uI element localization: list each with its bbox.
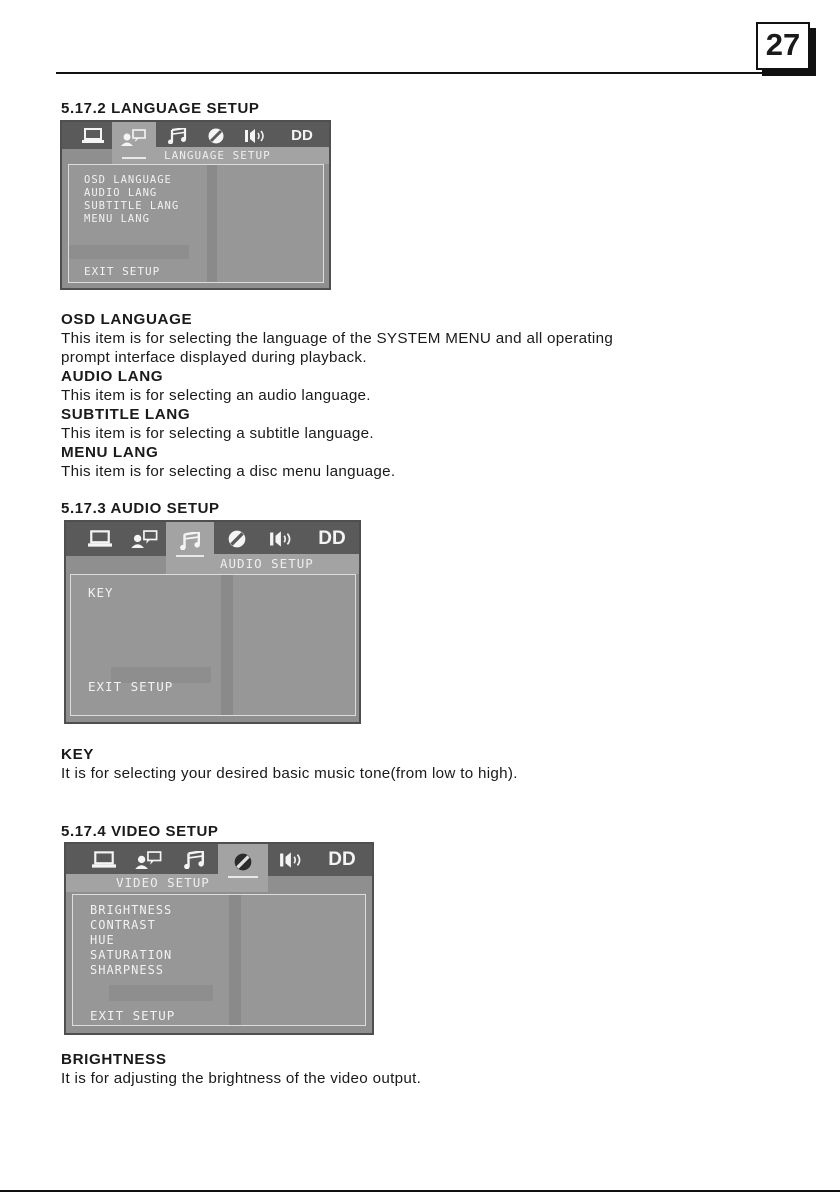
term-menu-lang: MENU LANG — [61, 444, 159, 461]
video-setup-descriptions — [61, 1050, 421, 1088]
audio-setup-icon — [174, 844, 214, 876]
menu-item-saturation: SATURATION — [90, 948, 173, 962]
desc-subtitle-lang: This item is for selecting a subtitle language. — [61, 425, 374, 442]
audio-setup-heading: 5.17.3 AUDIO SETUP — [61, 500, 220, 517]
video-setup-heading: 5.17.4 VIDEO SETUP — [61, 823, 219, 840]
menu-item-osd-language: OSD LANGUAGE — [84, 174, 172, 186]
general-setup-icon — [84, 844, 124, 876]
term-key: KEY — [61, 746, 95, 763]
audio-setup-menu-screenshot — [64, 520, 361, 724]
general-setup-icon — [72, 122, 114, 149]
language-setup-descriptions — [61, 310, 613, 481]
menu-title: VIDEO SETUP — [66, 874, 218, 892]
language-setup-heading: 5.17.2 LANGUAGE SETUP — [61, 100, 260, 117]
menu-background-bar — [109, 985, 213, 1001]
term-brightness: BRIGHTNESS — [61, 1051, 167, 1068]
menu-item-subtitle-lang: SUBTITLE LANG — [84, 200, 180, 212]
desc-brightness: It is for adjusting the brightness of the video output. — [61, 1070, 422, 1087]
language-setup-menu-screenshot — [60, 120, 331, 290]
language-setup-icon — [124, 522, 166, 556]
menu-scroll-track — [221, 575, 233, 715]
menu-item-brightness: BRIGHTNESS — [90, 903, 173, 917]
language-setup-icon — [112, 122, 156, 164]
desc-menu-lang: This item is for selecting a disc menu language. — [61, 463, 396, 480]
menu-item-hue: HUE — [90, 933, 115, 947]
header-rule — [56, 72, 770, 74]
menu-item-exit-setup: EXIT SETUP — [90, 1008, 176, 1023]
audio-setup-descriptions — [61, 745, 518, 783]
menu-item-audio-lang: AUDIO LANG — [84, 187, 158, 199]
menu-scroll-track — [207, 165, 217, 282]
speaker-setup-icon — [270, 844, 314, 876]
menu-scroll-track — [229, 895, 241, 1025]
speaker-setup-icon — [236, 122, 276, 149]
language-setup-icon — [128, 844, 170, 876]
desc-osd-language-line1: This item is for selecting the language of the SYSTEM MENU and all operating — [61, 330, 614, 347]
video-setup-icon — [218, 844, 268, 892]
menu-item-key: KEY — [88, 585, 114, 600]
audio-setup-icon — [166, 522, 214, 574]
desc-key: It is for selecting your desired basic music tone(from low to high). — [61, 765, 518, 782]
menu-title: LANGUAGE SETUP — [156, 147, 331, 164]
term-audio-lang: AUDIO LANG — [61, 368, 164, 385]
general-setup-icon — [80, 522, 120, 556]
menu-item-menu-lang: MENU LANG — [84, 213, 150, 225]
menu-item-sharpness: SHARPNESS — [90, 963, 165, 977]
dolby-digital-icon: DD — [328, 849, 356, 870]
dolby-digital-icon: DD — [318, 528, 346, 549]
page-number: 27 — [756, 22, 810, 70]
desc-audio-lang: This item is for selecting an audio language. — [61, 387, 371, 404]
desc-osd-language-line2: prompt interface displayed during playback. — [61, 349, 367, 366]
menu-title: AUDIO SETUP — [214, 554, 361, 574]
menu-background-bar — [69, 245, 189, 259]
video-setup-icon — [218, 522, 256, 556]
term-osd-language: OSD LANGUAGE — [61, 311, 193, 328]
audio-setup-icon — [158, 122, 196, 149]
term-subtitle-lang: SUBTITLE LANG — [61, 406, 191, 423]
menu-item-exit-setup: EXIT SETUP — [88, 679, 174, 694]
dolby-digital-icon: DD — [291, 127, 313, 144]
video-setup-icon — [198, 122, 234, 149]
speaker-setup-icon — [260, 522, 304, 556]
video-setup-menu-screenshot — [64, 842, 374, 1035]
menu-item-contrast: CONTRAST — [90, 918, 156, 932]
menu-item-exit-setup: EXIT SETUP — [84, 265, 161, 278]
